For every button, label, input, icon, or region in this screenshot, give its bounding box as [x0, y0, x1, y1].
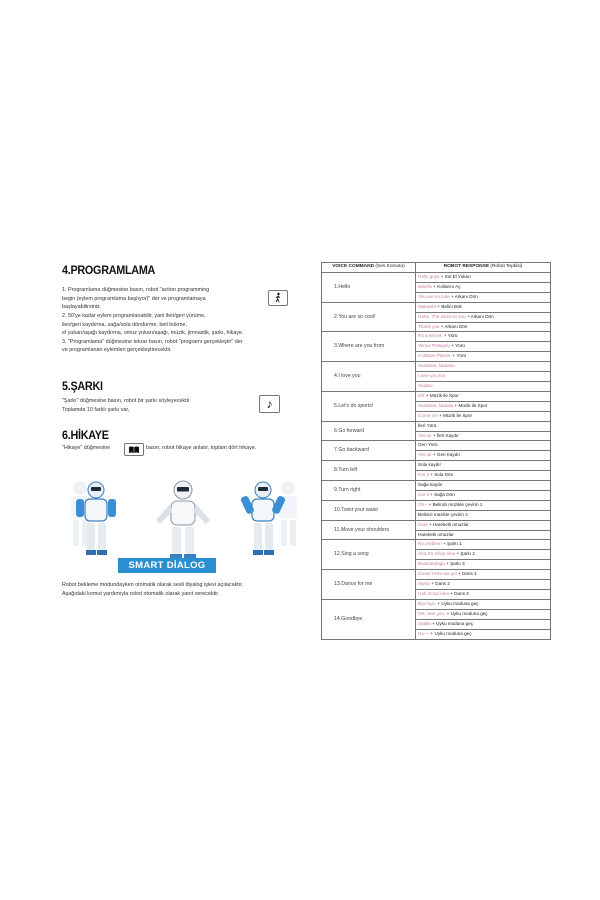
table-row	[322, 421, 551, 431]
response-english: Hu~~	[418, 630, 430, 636]
table-row	[322, 362, 551, 372]
song-line: Toplamda 10 farklı şarkı var,	[62, 406, 130, 413]
voice-command-cell: 14.Goodbye	[322, 599, 416, 639]
response-turkish: Dans 2	[435, 581, 450, 587]
response-english: Salala	[418, 620, 431, 626]
programming-line: begin (eylem programlama başlıyor)" der ve programlamaya	[62, 295, 206, 302]
response-turkish: İleri Yürü	[418, 422, 437, 428]
table-body	[322, 273, 551, 640]
programming-paragraph-cont	[62, 312, 308, 355]
table-row	[322, 570, 551, 580]
plus-separator: +	[437, 412, 444, 418]
response-english: Got it	[418, 472, 429, 478]
response-english: Makasilo	[418, 303, 437, 309]
robot-response-cell	[416, 461, 551, 471]
response-turkish: Yürü	[447, 333, 458, 339]
response-english: You are so cute	[418, 293, 450, 299]
robot-response-cell	[416, 302, 551, 312]
voice-command-cell: 3.Where are you from	[322, 332, 416, 362]
response-turkish: Belinizi müzikle çevirin 2	[418, 511, 468, 517]
plus-separator: +	[436, 303, 442, 309]
plus-separator: +	[439, 323, 445, 329]
response-english: I love you,too	[418, 373, 446, 379]
plus-separator: +	[449, 343, 456, 349]
response-turkish: İleri Kaydır	[436, 432, 459, 438]
plus-separator: +	[456, 571, 463, 577]
response-english: Venus Pologulu	[418, 343, 450, 349]
programming-line: 2. 50'ye kadar eylem programlanabilir, yani ileri/geri yürüme,	[62, 313, 206, 319]
robot-response-cell	[416, 510, 551, 520]
response-turkish: Müzik ile Spor	[429, 392, 459, 398]
voice-command-cell: 6.Go forward	[322, 421, 416, 441]
table-row	[322, 302, 551, 312]
header-resp-sub: (Robot Tepkisi)	[490, 264, 523, 270]
robot-response-cell	[416, 580, 551, 590]
response-turkish: Arkanı Dön	[470, 313, 494, 319]
song-line: "Şarkı" düğmesine basın, robot bir şarkı söyleyecektir	[62, 398, 190, 404]
plus-separator: +	[444, 561, 451, 567]
robot-response-cell	[416, 372, 551, 382]
voice-command-cell: 9.Turn right	[322, 481, 416, 501]
response-english: OK	[418, 392, 425, 398]
response-turkish: Uyku moduna geç	[436, 620, 474, 626]
plus-separator: +	[432, 283, 438, 289]
robot-response-cell	[416, 520, 551, 530]
robot-response-cell	[416, 629, 551, 639]
response-english: Got it	[418, 491, 429, 497]
response-turkish: Uyku moduna geç	[450, 610, 488, 616]
response-turkish: Sağa kaydır	[418, 482, 443, 488]
response-english: Hello guys	[418, 274, 440, 279]
response-english: Come on!	[418, 412, 438, 418]
response-turkish: Belinizi müzikle çevirin 1	[432, 501, 483, 507]
response-english: Hah,Good idea	[418, 591, 449, 596]
plus-separator: +	[448, 591, 455, 596]
robot-response-cell	[416, 471, 551, 481]
response-turkish: Belini Bük	[441, 303, 462, 309]
plus-separator: +	[453, 402, 459, 408]
response-english: Yes,sir	[418, 452, 432, 458]
robot-response-cell	[416, 332, 551, 342]
robot-response-cell	[416, 411, 551, 421]
table-row	[322, 520, 551, 530]
response-turkish: Şarkı 1	[447, 541, 462, 547]
robot-response-cell	[416, 550, 551, 560]
plus-separator: +	[445, 610, 451, 616]
plus-separator: +	[430, 620, 437, 626]
voice-command-cell: 11.Move your shoulders	[322, 520, 416, 540]
response-turkish: Uyku moduna geç	[434, 630, 472, 636]
robot-response-cell	[416, 599, 551, 609]
table-row	[322, 500, 551, 510]
response-english: Music	[418, 581, 430, 587]
plus-separator: +	[427, 521, 433, 527]
header-cmd-label: VOICE COMMAND	[332, 264, 375, 270]
response-english: Sure	[418, 521, 428, 527]
robot-right	[240, 482, 286, 555]
table-row	[322, 441, 551, 451]
programming-line: el yukarı/aşağı kaydırma, omuz yukarı/aşağı, müzik, jimnastik, şarkı, hikaye.	[62, 330, 244, 337]
response-turkish: Müzik ile Spor	[443, 412, 473, 418]
response-turkish: Arkanı Dön	[444, 323, 468, 329]
robot-response-cell	[416, 391, 551, 401]
table-row	[322, 391, 551, 401]
robot-response-cell	[416, 282, 551, 292]
response-english: Haha, The same to you	[418, 313, 466, 319]
voice-command-cell: 2.You are so cool!	[322, 302, 416, 332]
programming-line: ileri/geri kaydırma, sağa/sola döndürme, beli bükme,	[62, 321, 187, 328]
footer-line: Aşağıdaki komut yardımıyla robot otomatik olarak yanıt verecektir.	[62, 590, 220, 597]
robots-illustration	[58, 474, 308, 566]
response-turkish: Kollarını Aç	[437, 283, 461, 289]
table-row	[322, 481, 551, 491]
response-turkish: Sol El Yukarı	[444, 274, 471, 279]
section-heading-programming: 4.PROGRAMLAMA	[62, 263, 156, 277]
response-turkish: Sola kaydır	[418, 462, 441, 468]
plus-separator: +	[428, 491, 435, 497]
voice-command-cell: 1.Hello	[322, 273, 416, 303]
response-english: Bye-bye.	[418, 600, 437, 606]
smart-dialog-banner: SMART DİALOG	[118, 558, 216, 573]
table-row	[322, 332, 551, 342]
voice-command-cell: 13.Dance for me	[322, 570, 416, 600]
story-line-after: basın, robot hikaye anlatır, toplam dört hikaye.	[146, 445, 257, 451]
response-turkish: Şarkı 2	[460, 551, 475, 557]
plus-separator: +	[429, 630, 435, 636]
robot-center	[156, 481, 210, 559]
header-resp-label: ROBOT RESPONSE	[443, 264, 490, 270]
table-row	[322, 599, 551, 609]
robot-response-cell	[416, 609, 551, 619]
robot-response-cell	[416, 431, 551, 441]
response-turkish: Geri Kaydır	[436, 452, 461, 458]
response-english: Atuabatu, lalalala	[418, 402, 454, 408]
voice-command-cell: 4.I love you	[322, 362, 416, 392]
plus-separator: +	[451, 353, 457, 359]
plus-separator: +	[427, 501, 433, 507]
response-turkish: Sağa Dön	[434, 491, 455, 497]
music-note-icon: ♪	[259, 395, 280, 413]
robot-response-cell	[416, 500, 551, 510]
voice-command-table	[321, 262, 550, 636]
plus-separator: +	[449, 293, 455, 299]
table-row	[322, 461, 551, 471]
response-turkish: Sola Dön	[434, 472, 454, 478]
response-turkish: Hareketli omuzlar	[418, 531, 454, 537]
header-voice-command	[322, 263, 416, 273]
voice-command-cell: 7.Go backward	[322, 441, 416, 461]
robot-response-cell	[416, 560, 551, 570]
robot-response-cell	[416, 570, 551, 580]
instructions-panel	[58, 262, 308, 612]
book-icon	[124, 443, 144, 456]
song-paragraph	[62, 397, 262, 414]
plus-separator: +	[455, 551, 461, 557]
plus-separator: +	[431, 432, 437, 438]
response-english: OK~	[418, 501, 428, 507]
response-turkish: Arkanı Dön	[454, 293, 478, 299]
plus-separator: +	[465, 313, 471, 319]
robot-ghost-right	[279, 481, 297, 546]
response-english: Thank you	[418, 323, 440, 329]
robot-response-cell	[416, 530, 551, 540]
robot-response-cell	[416, 490, 551, 500]
smart-dialog-footer	[62, 581, 308, 598]
section-heading-song: 5.ŞARKI	[62, 379, 103, 393]
plus-separator: +	[442, 333, 448, 339]
plus-separator: +	[424, 392, 430, 398]
table-header-row	[322, 263, 551, 273]
header-cmd-sub: (Ses Komutu)	[375, 264, 405, 270]
robot-response-cell	[416, 619, 551, 629]
robot-response-cell	[416, 322, 551, 332]
plus-separator: +	[441, 541, 447, 547]
robot-response-cell	[416, 292, 551, 302]
response-english: Bulubatulagu	[418, 561, 445, 567]
response-turkish: Yürü	[455, 343, 465, 349]
running-figure-icon	[268, 290, 288, 306]
response-turkish: Şarkı 3	[450, 561, 465, 567]
story-line-before: "Hikaye" düğmesine	[62, 445, 111, 451]
robot-response-cell	[416, 352, 551, 362]
header-robot-response	[416, 263, 551, 273]
robot-response-cell	[416, 362, 551, 372]
response-turkish: Hareketli omuzlar	[432, 521, 469, 527]
programming-line: 3. "Programlama" düğmesine tekrar basın, robot "programı gerçekleştir" der	[62, 338, 243, 345]
response-turkish: Uyku moduna geç	[441, 600, 479, 606]
plus-separator: +	[431, 452, 437, 458]
response-english: Miiiello	[418, 283, 433, 289]
footer-line: Robot bekleme modundayken otomatik olarak sesli diyalog işlevi açılacaktır.	[62, 582, 244, 588]
response-english: Atuabatu, lalalala~	[418, 363, 456, 369]
response-turkish: Geri Yürü	[418, 442, 438, 448]
robot-response-cell	[416, 441, 551, 451]
response-english: Atuabu	[418, 382, 433, 388]
programming-line: ve programlanan eylemleri gerçekleştirecektir.	[62, 347, 172, 354]
plus-separator: +	[439, 274, 445, 279]
response-english: It's a secret.	[418, 333, 443, 339]
plus-separator: +	[430, 581, 436, 587]
robot-response-cell	[416, 381, 551, 391]
response-english: OK, See you.	[418, 610, 446, 616]
response-turkish: Dans 3	[454, 591, 469, 596]
response-turkish: Yürü	[456, 353, 467, 359]
robot-response-cell	[416, 342, 551, 352]
voice-command-cell: 8.Turn left	[322, 461, 416, 481]
robot-response-cell	[416, 273, 551, 283]
response-english: Great! Here we go!	[418, 571, 457, 577]
response-turkish: Müzik ile Spor	[458, 402, 488, 408]
robot-response-cell	[416, 540, 551, 550]
table-row	[322, 273, 551, 283]
programming-paragraph	[62, 286, 262, 312]
robot-response-cell	[416, 312, 551, 322]
response-turkish: Dans 1	[462, 571, 477, 577]
response-english: A distant Planet.	[418, 353, 452, 359]
voice-command-cell: 10.Twist your waist	[322, 500, 416, 520]
voice-command-cell: 12.Sing a song	[322, 540, 416, 570]
response-english: No problem	[418, 541, 442, 547]
section-heading-story: 6.HİKAYE	[62, 428, 109, 442]
response-english: Aha,It's show time	[418, 551, 456, 557]
response-english: Yes,sir	[418, 432, 432, 438]
programming-line: 1. Programlama düğmesine basın, robot "action programming	[62, 287, 210, 293]
robot-response-cell	[416, 451, 551, 461]
robot-response-cell	[416, 421, 551, 431]
plus-separator: +	[428, 472, 435, 478]
programming-line: başlayabilirsiniz.	[62, 304, 102, 311]
robot-response-cell	[416, 481, 551, 491]
table-row	[322, 540, 551, 550]
robot-response-cell	[416, 590, 551, 600]
robot-response-cell	[416, 401, 551, 411]
plus-separator: +	[436, 600, 442, 606]
voice-command-cell: 5.Let's do sports!	[322, 391, 416, 421]
